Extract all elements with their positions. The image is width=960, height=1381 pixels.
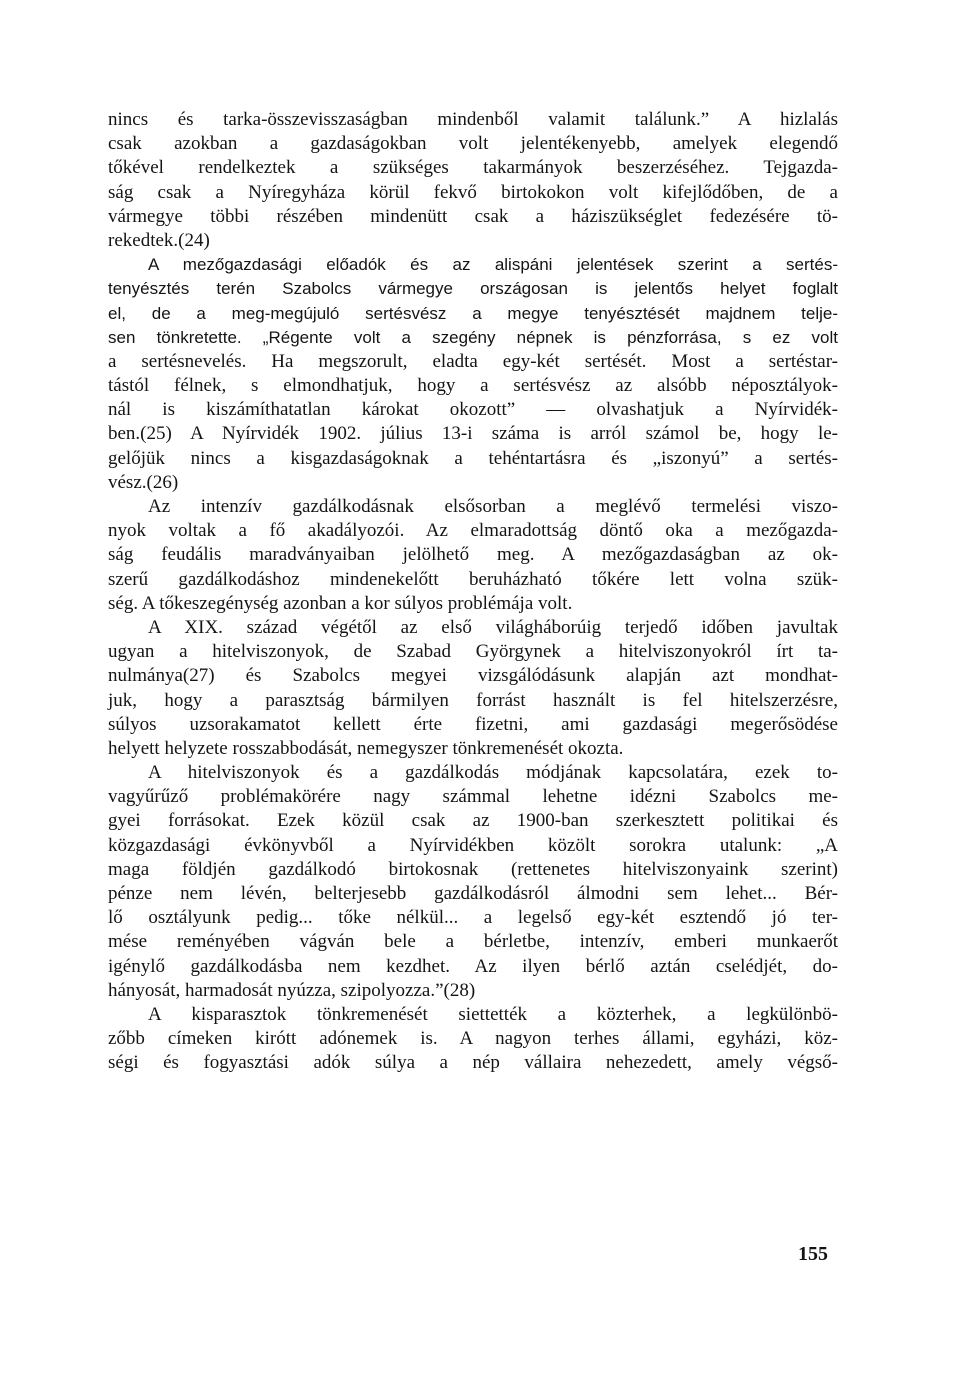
text-line: A XIX. század végétől az első világháborúig terjedő időben javultak [148,616,838,638]
text-line: csak azokban a gazdaságokban volt jelentékenyebb, amelyek elegendő [108,133,838,155]
text-line: szerű gazdálkodáshoz mindenekelőtt beruházható tőkére lett volna szük- [108,568,838,590]
text-line: ség. A tőkeszegénység azonban a kor súlyos problémája volt. [108,592,573,614]
text-line: tenyésztés terén Szabolcs vármegye országosan is jelentős helyet foglalt [108,279,838,299]
text-line: nál is kiszámíthatatlan károkat okozott” — olvashatjuk a Nyírvidék- [108,399,838,421]
paragraph-4 [108,616,838,761]
text-line: el, de a meg-megújuló sertésvész a megye tenyésztését majdnem telje- [108,303,838,323]
paragraph-3 [108,495,838,616]
text-line: vész.(26) [108,471,179,493]
paragraph-1 [108,108,838,253]
text-line: mése reményében vágván bele a bérletbe, intenzív, emberi munkaerőt [108,931,838,953]
text-line: gelőjük nincs a kisgazdaságoknak a tehéntartásra és „iszonyú” a sertés- [108,447,838,469]
text-line: sen tönkretette. „Régente volt a szegény népnek is pénzforrása, s ez volt [108,327,838,347]
text-line: A mezőgazdasági előadók és az alispáni jelentések szerint a sertés- [148,255,838,275]
text-line: lő osztályunk pedig... tőke nélkül... a legelső egy-két esztendő jó ter- [108,907,838,929]
page-number: 155 [798,1243,828,1265]
text-line: helyett helyzete rosszabbodását, nemegyszer tönkremenését okozta. [108,737,624,759]
text-line: A kisparasztok tönkremenését siettették a közterhek, a legkülönbö- [148,1003,838,1025]
text-line: nulmánya(27) és Szabolcs megyei vizsgálódásunk alapján azt mondhat- [108,665,838,687]
text-line: ság csak a Nyíregyháza körül fekvő birtokokon volt kifejlődőben, de a [108,181,838,203]
text-line: pénze nem lévén, belterjesebb gazdálkodásról álmodni sem lehet... Bér- [108,883,838,904]
text-line: ugyan a hitelviszonyok, de Szabad Györgynek a hitelviszonyokról írt ta- [108,641,838,663]
text-line: súlyos uzsorakamatot kellett érte fizetni, ami gazdasági megerősödése [108,713,838,735]
text-line: a sertésnevelés. Ha megszorult, eladta egy-két sertését. Most a sertéstar- [108,350,838,372]
paragraph-6 [108,1003,838,1076]
text-line: gyei forrásokat. Ezek közül csak az 1900-ban szerkesztett politikai és [108,810,838,832]
text-line: közgazdasági évkönyvből a Nyírvidékben közölt sorokra utalunk: „A [108,834,838,856]
paragraph-2 [108,253,838,495]
paragraph-5 [108,761,838,1003]
text-line: ségi és fogyasztási adók súlya a nép vállaira nehezedett, amely végső- [108,1052,838,1074]
text-line: vagyűrűző problémakörére nagy számmal lehetne idézni Szabolcs me- [108,786,838,808]
text-line: igénylő gazdálkodásba nem kezdhet. Az ilyen bérlő aztán cselédjét, do- [108,955,838,977]
text-line: rekedtek.(24) [108,229,210,251]
text-line: vármegye többi részében mindenütt csak a háziszükséglet fedezésére tö- [108,205,838,227]
text-line: juk, hogy a parasztság bármilyen forrást használt is fel hitelszerzésre, [108,689,838,711]
text-line: hányosát, harmadosát nyúzza, szipolyozza.”(28) [108,979,476,1001]
text-line: nincs és tarka-összevisszaságban mindenből valamit találunk.” A hizlalás [108,109,838,130]
text-line: ság feudális maradványaiban jelölhető meg. A mezőgazdaságban az ok- [108,544,838,566]
text-line: nyok voltak a fő akadályozói. Az elmaradottság döntő oka a mezőgazda- [108,520,838,542]
text-line: ben.(25) A Nyírvidék 1902. július 13-i száma is arról számol be, hogy le- [108,423,838,445]
text-line: tőkével rendelkeztek a szükséges takarmányok beszerzéséhez. Tejgazda- [108,157,838,179]
text-line: zőbb címeken kirótt adónemek is. A nagyon terhes állami, egyházi, köz- [108,1028,838,1050]
page-body [108,108,838,1076]
text-line: tástól félnek, s elmondhatjuk, hogy a sertésvész az alsóbb néposztályok- [108,375,838,397]
text-line: A hitelviszonyok és a gazdálkodás módjának kapcsolatára, ezek to- [148,762,838,784]
text-line: Az intenzív gazdálkodásnak elsősorban a meglévő termelési viszo- [148,496,838,517]
text-line: maga földjén gazdálkodó birtokosnak (rettenetes hitelviszonyaink szerint) [108,858,838,880]
